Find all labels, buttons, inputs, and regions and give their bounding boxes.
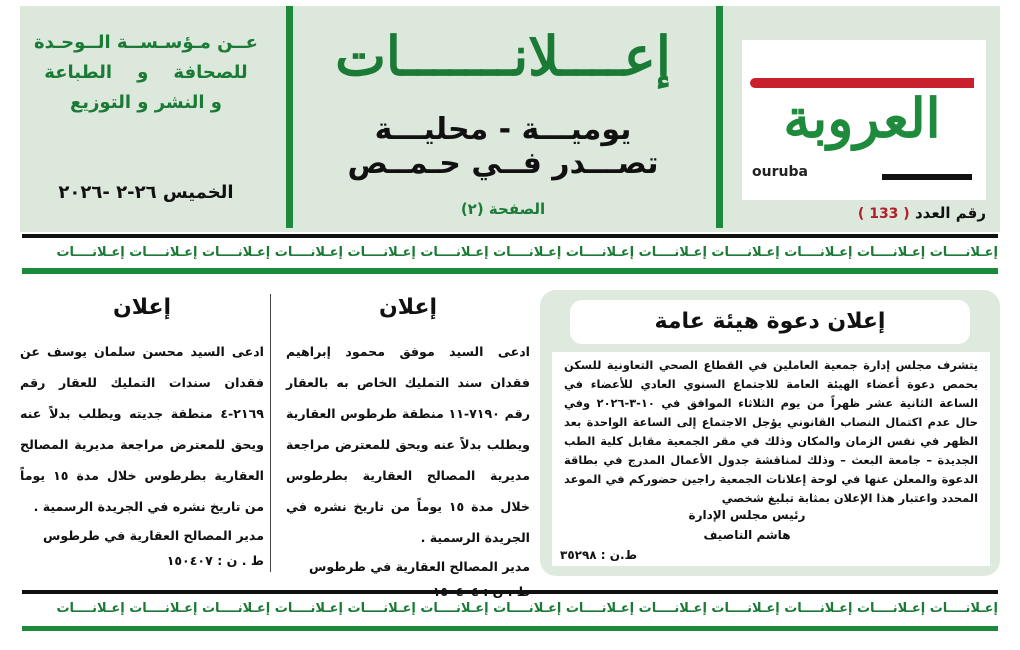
- ad-left-title: إعلان: [112, 295, 172, 320]
- ad-left-reference: ط . ن : ١٥٠٤٠٧: [166, 553, 264, 568]
- header-margin-top: [0, 0, 1020, 6]
- logo-black-stripe: [882, 174, 972, 180]
- page-number: الصفحة (٢): [460, 200, 546, 218]
- ad-middle-body: ادعى السيد موفق محمود إبراهيم فقدان سند التمليك الخاص به بالعقار رقم ٧١٩٠-١١ منطقة طرطوس العقارية ويطلب بدلاً عنه ويحق للمعترض مراجعة مديرية المصالح العقارية بطرطوس خلال مدة ١٥ يوماً من تاريخ نشره في الجريدة الرسمية .: [286, 344, 530, 545]
- publisher-line-1: عــن مـؤسـســة الــوحـدة: [34, 32, 258, 53]
- column-separator: [270, 294, 271, 572]
- header-divider-right: [716, 6, 723, 228]
- newspaper-logo: [742, 40, 986, 200]
- notice-text: يتشرف مجلس إدارة جمعية العاملين في القطاع الصحي التعاونية للسكن بحمص دعوة أعضاء الهيئة العامة للاجتماع السنوي العادي للأعضاء في الساعة الثانية عشر ظهراً من يوم الثلاثاء الموافق في ١٠-٣-٢٠٢٦ وفي حال عدم اكتمال النصاب القانوني يؤجل الاجتماع إلى الساعة الواحدة بعد الظهر في نفس الزمان والمكان وذلك في مقر الجمعية مقابل كلية الطب الجديدة – جامعة البعث – وذلك لمناقشة جدول الأعمال المدرج في بطاقة الدعوة والمعلن عنها في لوحة إعلانات الجمعية راجين حضوركم في الموعد المحدد واعتبار هذا الإعلان بمثابة تبليغ شخصي: [564, 358, 978, 505]
- ad-left: [20, 292, 264, 582]
- publisher-line-3: و النشر و التوزيع: [70, 92, 222, 113]
- top-rule-upper: [22, 234, 998, 238]
- bottom-rule-lower: [22, 626, 998, 631]
- top-rule-lower: [22, 268, 998, 274]
- bottom-ribbon: إعـلانــــات إعـلانــــات إعـلانــــات إعـلانــــات إعـلانــــات إعـلانــــات إعـلانــــات إعـلانــــات إعـلانــــات إعـلانــــات إعـلانــــات إعـلانــــات إعـلانــــات: [56, 601, 998, 616]
- bottom-rule-upper: [22, 590, 998, 594]
- issue-date: الخميس ٢٦-٢ -٢٠٢٦: [58, 182, 234, 203]
- general-assembly-notice: [540, 290, 1000, 576]
- ad-middle: [286, 292, 530, 582]
- issue-value: ( 133 ): [857, 206, 910, 222]
- subtitle-frequency: يوميـــة - محليـــة: [374, 112, 632, 147]
- notice-title: إعلان دعوة هيئة عامة: [570, 300, 970, 344]
- masthead: [0, 0, 1020, 232]
- issue-number: [742, 204, 986, 222]
- header-divider-left: [286, 6, 293, 228]
- publisher-line-2: للصحافة و الطباعة: [44, 62, 248, 83]
- notice-reference: ط.ن : ٣٥٢٩٨: [560, 548, 638, 562]
- logo-arabic-text: العروبة: [783, 86, 941, 150]
- ad-left-office: مدير المصالح العقارية في طرطوس: [43, 528, 264, 543]
- publisher-info: [20, 28, 272, 118]
- subtitle-location: تصـــدر فــي حـمــص: [347, 146, 659, 181]
- ad-middle-title: إعلان: [378, 295, 438, 320]
- issue-label: رقم العدد: [914, 204, 986, 222]
- top-ribbon: إعـلانــــات إعـلانــــات إعـلانــــات إعـلانــــات إعـلانــــات إعـلانــــات إعـلانــــات إعـلانــــات إعـلانــــات إعـلانــــات إعـلانــــات إعـلانــــات إعـلانــــات: [56, 245, 998, 260]
- signature-title: رئيس مجلس الإدارة: [688, 508, 806, 522]
- notice-body: [552, 352, 990, 566]
- signature-name: هاشم الناصيف: [703, 528, 791, 542]
- ad-middle-office: مدير المصالح العقارية في طرطوس: [309, 559, 530, 574]
- header-margin-right: [1000, 0, 1020, 232]
- header-margin-left: [0, 0, 20, 232]
- ad-left-body: ادعى السيد محسن سلمان يوسف عن فقدان سندات التمليك للعقار رقم ٢١٦٩-٤ منطقة جديته ويطلب بدلاً عنه ويحق للمعترض مراجعة مديرية المصالح العقارية بطرطوس خلال مدة ١٥ يوماً من تاريخ نشره في الجريدة الرسمية .: [20, 344, 264, 514]
- page-title: إعــــلانـــــــات: [335, 24, 671, 88]
- logo-latin-text: ouruba: [752, 164, 808, 180]
